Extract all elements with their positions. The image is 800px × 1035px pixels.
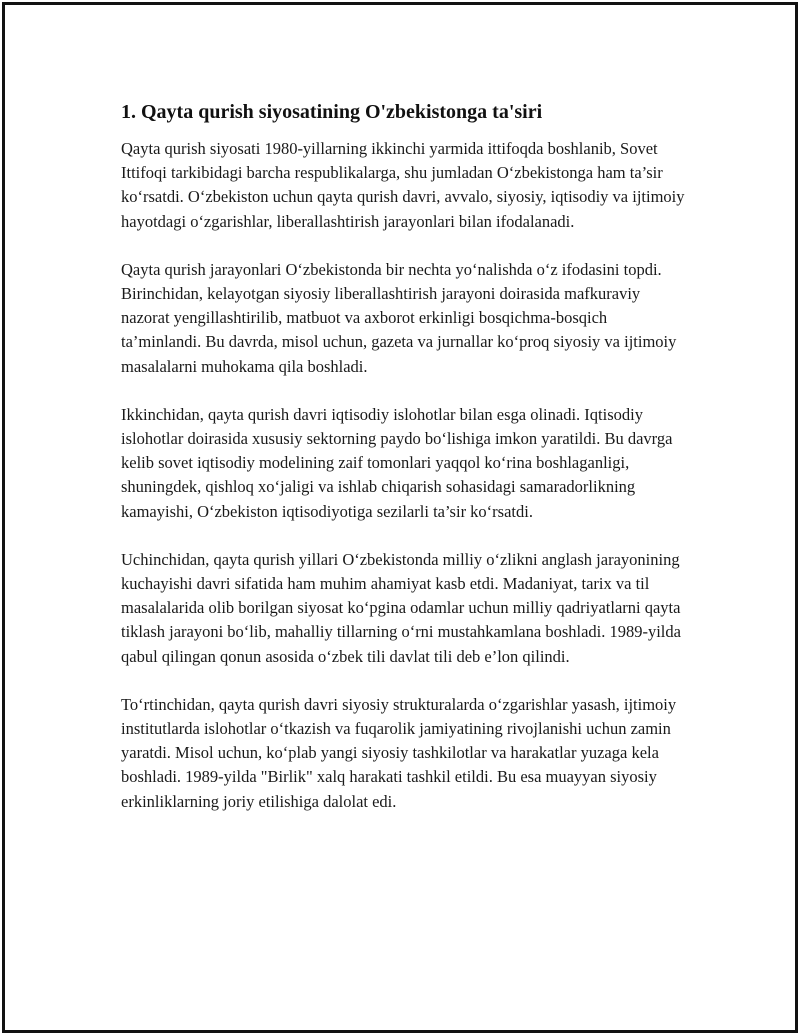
paragraph-third-point: Uchinchidan, qayta qurish yillari O‘zbekistonda milliy o‘zlikni anglash jarayonining kuchayishi davri sifatida ham muhim ahamiyat kasb etdi. Madaniyat, tarix va til masalalarida olib borilgan siyosat ko‘pgina odamlar uchun milliy qadriyatlarni qayta tiklash jarayoni bo‘lib, mahalliy tillarning o‘rni mustahkamlana boshladi. 1989-yilda qabul qilingan qonun asosida o‘zbek tili davlat tili deb e’lon qilindi. bbox=[121, 549, 681, 666]
paragraph-first-point: Qayta qurish jarayonlari O‘zbekistonda bir nechta yo‘nalishda o‘z ifodasini topdi. Birinchidan, kelayotgan siyosiy liberallashtirish jarayoni doirasida mafkuraviy nazorat yengillashtirilib, matbuot va axborot erkinligi bosqichma-bosqich ta’minlandi. Bu davrda, misol uchun, gazeta va jurnallar ko‘proq siyosiy va ijtimoiy masalalarni muhokama qila boshladi. bbox=[121, 259, 677, 376]
paragraph-second-point: Ikkinchidan, qayta qurish davri iqtisodiy islohotlar bilan esga olinadi. Iqtisodiy islohotlar doirasida xususiy sektorning paydo bo‘lishiga imkon yaratildi. Bu davrga kelib sovet iqtisodiy modelining zaif tomonlari yaqqol ko‘rina boshlaganligi, shuningdek, qishloq xo‘jaligi va ishlab chiqarish sohasidagi samaradorlikning kamayishi, O‘zbekiston iqtisodiyotiga sezilarli ta’sir ko‘rsatdi. bbox=[121, 404, 673, 521]
page-frame bbox=[2, 2, 798, 1033]
paragraph-fourth-point: To‘rtinchidan, qayta qurish davri siyosiy strukturalarda o‘zgarishlar yasash, ijtimoiy institutlarda islohotlar o‘tkazish va fuqarolik jamiyatining rivojlanishi uchun zamin yaratdi. Misol uchun, ko‘plab yangi siyosiy tashkilotlar va harakatlar yuzaga kela boshladi. 1989-yilda "Birlik" xalq harakati tashkil etildi. Bu esa muayyan siyosiy erkinliklarning joriy etilishiga dalolat edi. bbox=[121, 694, 677, 811]
paragraph-intro: Qayta qurish siyosati 1980-yillarning ikkinchi yarmida ittifoqda boshlanib, Sovet Ittifoqi tarkibidagi barcha respublikalarga, shu jumladan O‘zbekistonga ham ta’sir ko‘rsatdi. O‘zbekiston uchun qayta qurish davri, avvalo, siyosiy, iqtisodiy va ijtimoiy hayotdagi o‘zgarishlar, liberallashtirish jarayonlari bilan ifodalanadi. bbox=[121, 139, 685, 231]
section-heading: 1. Qayta qurish siyosatining O'zbekistonga ta'siri bbox=[121, 101, 543, 123]
document-body bbox=[121, 99, 691, 838]
